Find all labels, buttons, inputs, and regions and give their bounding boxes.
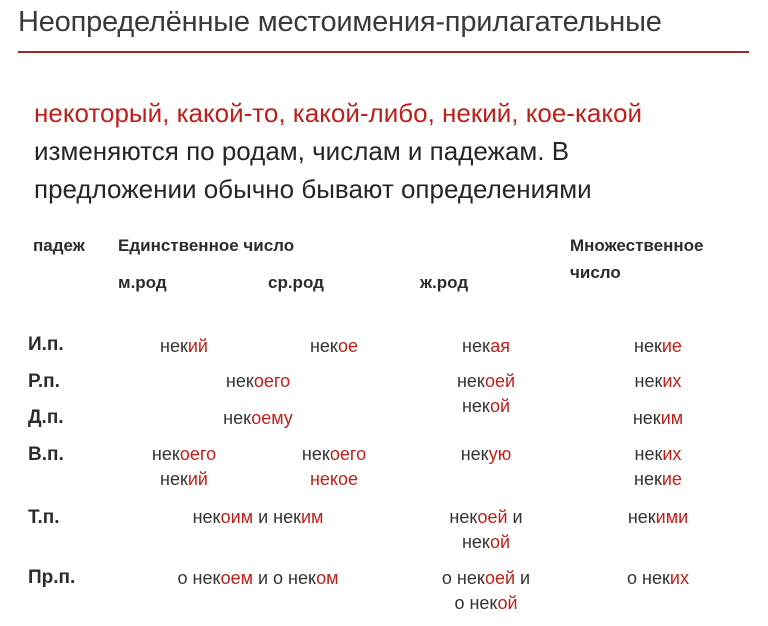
- form-acc-plural: неких некие: [634, 444, 682, 489]
- form-pre-feminine: о некоей и о некой: [441, 568, 531, 613]
- form-dat-masc-neuter: некоему: [223, 408, 293, 428]
- case-label-accusative: В.п.: [28, 444, 64, 465]
- form-nom-neuter: некое: [309, 336, 359, 356]
- form-dat-plural: неким: [632, 408, 684, 428]
- form-ins-masc-neuter: некоим и неким: [192, 507, 324, 527]
- header-neuter: ср.род: [268, 273, 324, 292]
- page-title: Неопределённые местоимения-прилагательные: [18, 6, 662, 38]
- header-feminine: ж.род: [420, 273, 469, 292]
- pronoun-list: некоторый, какой-то, какой-либо, некий, кое-какой: [34, 98, 643, 128]
- intro-paragraph: [34, 94, 759, 208]
- form-gen-masc-neuter: некоего: [225, 371, 291, 391]
- form-pre-plural: о неких: [627, 568, 689, 588]
- case-label-prepositional: Пр.п.: [28, 567, 76, 588]
- intro-line-2: изменяются по родам, числам и падежам. В: [34, 136, 570, 166]
- form-acc-masculine: некоего некий: [151, 444, 217, 489]
- case-label-nominative: И.п.: [28, 334, 64, 355]
- form-ins-feminine: некоей и некой: [449, 507, 523, 552]
- case-label-instrumental: Т.п.: [28, 507, 60, 528]
- form-pre-masc-neuter: о некоем и о неком: [177, 568, 339, 588]
- form-ins-plural: некими: [627, 507, 689, 527]
- header-plural-line2: число: [570, 263, 621, 282]
- form-acc-neuter: некоего некое: [301, 444, 367, 489]
- title-underline: [18, 51, 749, 53]
- form-gen-plural: неких: [634, 371, 682, 391]
- header-singular: Единственное число: [118, 236, 295, 255]
- form-nom-masculine: некий: [160, 336, 208, 356]
- form-nom-plural: некие: [634, 336, 682, 356]
- form-nom-feminine: некая: [462, 336, 510, 356]
- header-case: падеж: [33, 236, 85, 255]
- form-gen-feminine: некоей некой: [456, 371, 516, 416]
- form-acc-feminine: некую: [460, 444, 512, 464]
- intro-line-3: предложении обычно бывают определениями: [34, 174, 592, 204]
- case-label-genitive: Р.п.: [28, 371, 60, 392]
- header-plural-line1: Множественное: [570, 236, 704, 255]
- header-masculine: м.род: [118, 273, 167, 292]
- case-label-dative: Д.п.: [28, 407, 64, 428]
